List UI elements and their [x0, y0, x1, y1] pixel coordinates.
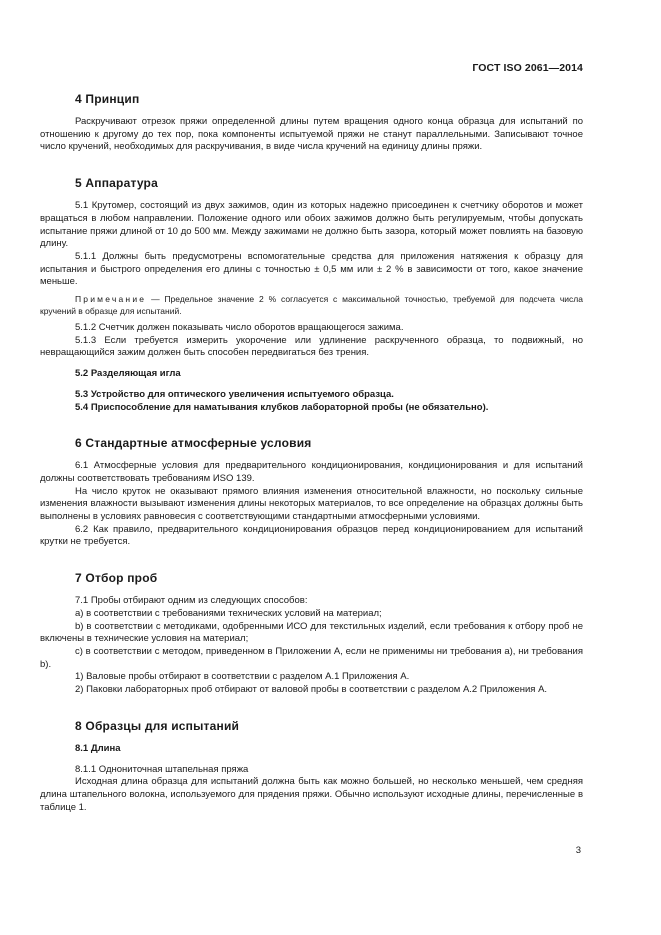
- subsection-heading: 5.4 Приспособление для наматывания клубков лабораторной пробы (не обязательно).: [75, 401, 489, 413]
- paragraph: Раскручивают отрезок пряжи определенной длины путем вращения одного конца образца для испытаний по отношению к другому до тех пор, пока компоненты испытуемой пряжи не станут параллельными. Записывают точное число кручений, необходимых для раскручивания, в виде числа кручений на единицу длины пряжи.: [40, 116, 583, 153]
- standard-header: ГОСТ ISO 2061—2014: [472, 62, 583, 74]
- subsection-heading: 5.2 Разделяющая игла: [75, 368, 181, 380]
- paragraph: 5.1.1 Должны быть предусмотрены вспомогательные средства для приложения натяжения к образцу для испытания и быстрого определения его длины с точностью ± 0,5 мм или ± 2 % в зависимости от того, какое значение меньше.: [40, 250, 583, 288]
- subsection-heading: 8.1 Длина: [75, 742, 121, 754]
- paragraph: 5.1.3 Если требуется измерить укорочение или удлинение раскрученного образца, то подвижный, но невращающийся зажим должен быть способен передвигаться без трения.: [40, 334, 583, 359]
- section-title: 6 Стандартные атмосферные условия: [75, 436, 312, 451]
- section-6: [40, 436, 583, 549]
- note: [40, 294, 583, 317]
- page-number: 3: [575, 845, 581, 856]
- section-title: 5 Аппаратура: [75, 176, 158, 191]
- document-body: [40, 92, 583, 814]
- paragraph: 5.1.2 Счетчик должен показывать число оборотов вращающегося зажима.: [75, 322, 404, 334]
- paragraph: Исходная длина образца для испытаний должна быть как можно большей, но несколько меньшей, чем средняя длина штапельного волокна, используемого для прядения пряжи. Обычно используют исходные длины, перечисленные в таблице 1.: [40, 776, 583, 813]
- paragraph: 5.1 Крутомер, состоящий из двух зажимов, один из которых надежно присоединен к счетчику оборотов и может вращаться в любом направлении. Положение одного или обоих зажимов должно быть регулируемым, чтобы допускать испытание пряжи длиной от 10 до 500 мм. Между зажимами не должно быть зазора, который может повлиять на базовую длину.: [40, 200, 583, 250]
- paragraph: 6.2 Как правило, предварительного кондиционирования образцов перед кондиционированием для испытаний крутки не требуется.: [40, 523, 583, 548]
- list-item: а) в соответствии с требованиями технических условий на материал;: [75, 607, 382, 619]
- list-item: 2) Паковки лабораторных проб отбирают от валовой пробы в соответствии с разделом А.2 Приложения А.: [75, 684, 548, 696]
- note-text: — Предельное значение 2 % согласуется с максимальной точностью, требуемой для подсчета числа кручений в образце для испытаний.: [40, 294, 583, 316]
- paragraph: 8.1.1 Однониточная штапельная пряжа: [75, 763, 249, 775]
- paragraph: 6.1 Атмосферные условия для предварительного кондиционирования, кондиционирования и для испытаний должны соответствовать требованиям ИSO 139.: [40, 460, 583, 484]
- section-title: 4 Принцип: [75, 92, 140, 106]
- subsection-heading: 5.3 Устройство для оптического увеличения испытуемого образца.: [75, 388, 394, 400]
- list-item: с) в соответствии с методом, приведенном в Приложении А, если не применимы ни требования а), ни требования b).: [40, 645, 583, 670]
- section-4: [40, 92, 583, 154]
- section-7: [40, 571, 583, 697]
- paragraph: На число круток не оказывают прямого влияния изменения относительной влажности, но поскольку сильные изменения влажности вызывают изменения длины некоторых материалов, то все определение на образцах должны быть выполнены в условиях равновесия с соответствующими стандартными атмосферными условиями.: [40, 485, 583, 523]
- paragraph: 7.1 Пробы отбирают одним из следующих способов:: [75, 595, 308, 607]
- section-8: [40, 718, 583, 815]
- list-item: 1) Валовые пробы отбирают в соответствии с разделом А.1 Приложения А.: [75, 671, 410, 683]
- note-label: Примечание: [75, 294, 147, 305]
- section-5: [40, 176, 583, 414]
- section-title: 7 Отбор проб: [75, 571, 158, 586]
- list-item: b) в соответствии с методиками, одобренными ИСО для текстильных изделий, если требования к отбору проб не включены в технические условия на материал;: [40, 620, 583, 645]
- section-title: 8 Образцы для испытаний: [75, 718, 240, 733]
